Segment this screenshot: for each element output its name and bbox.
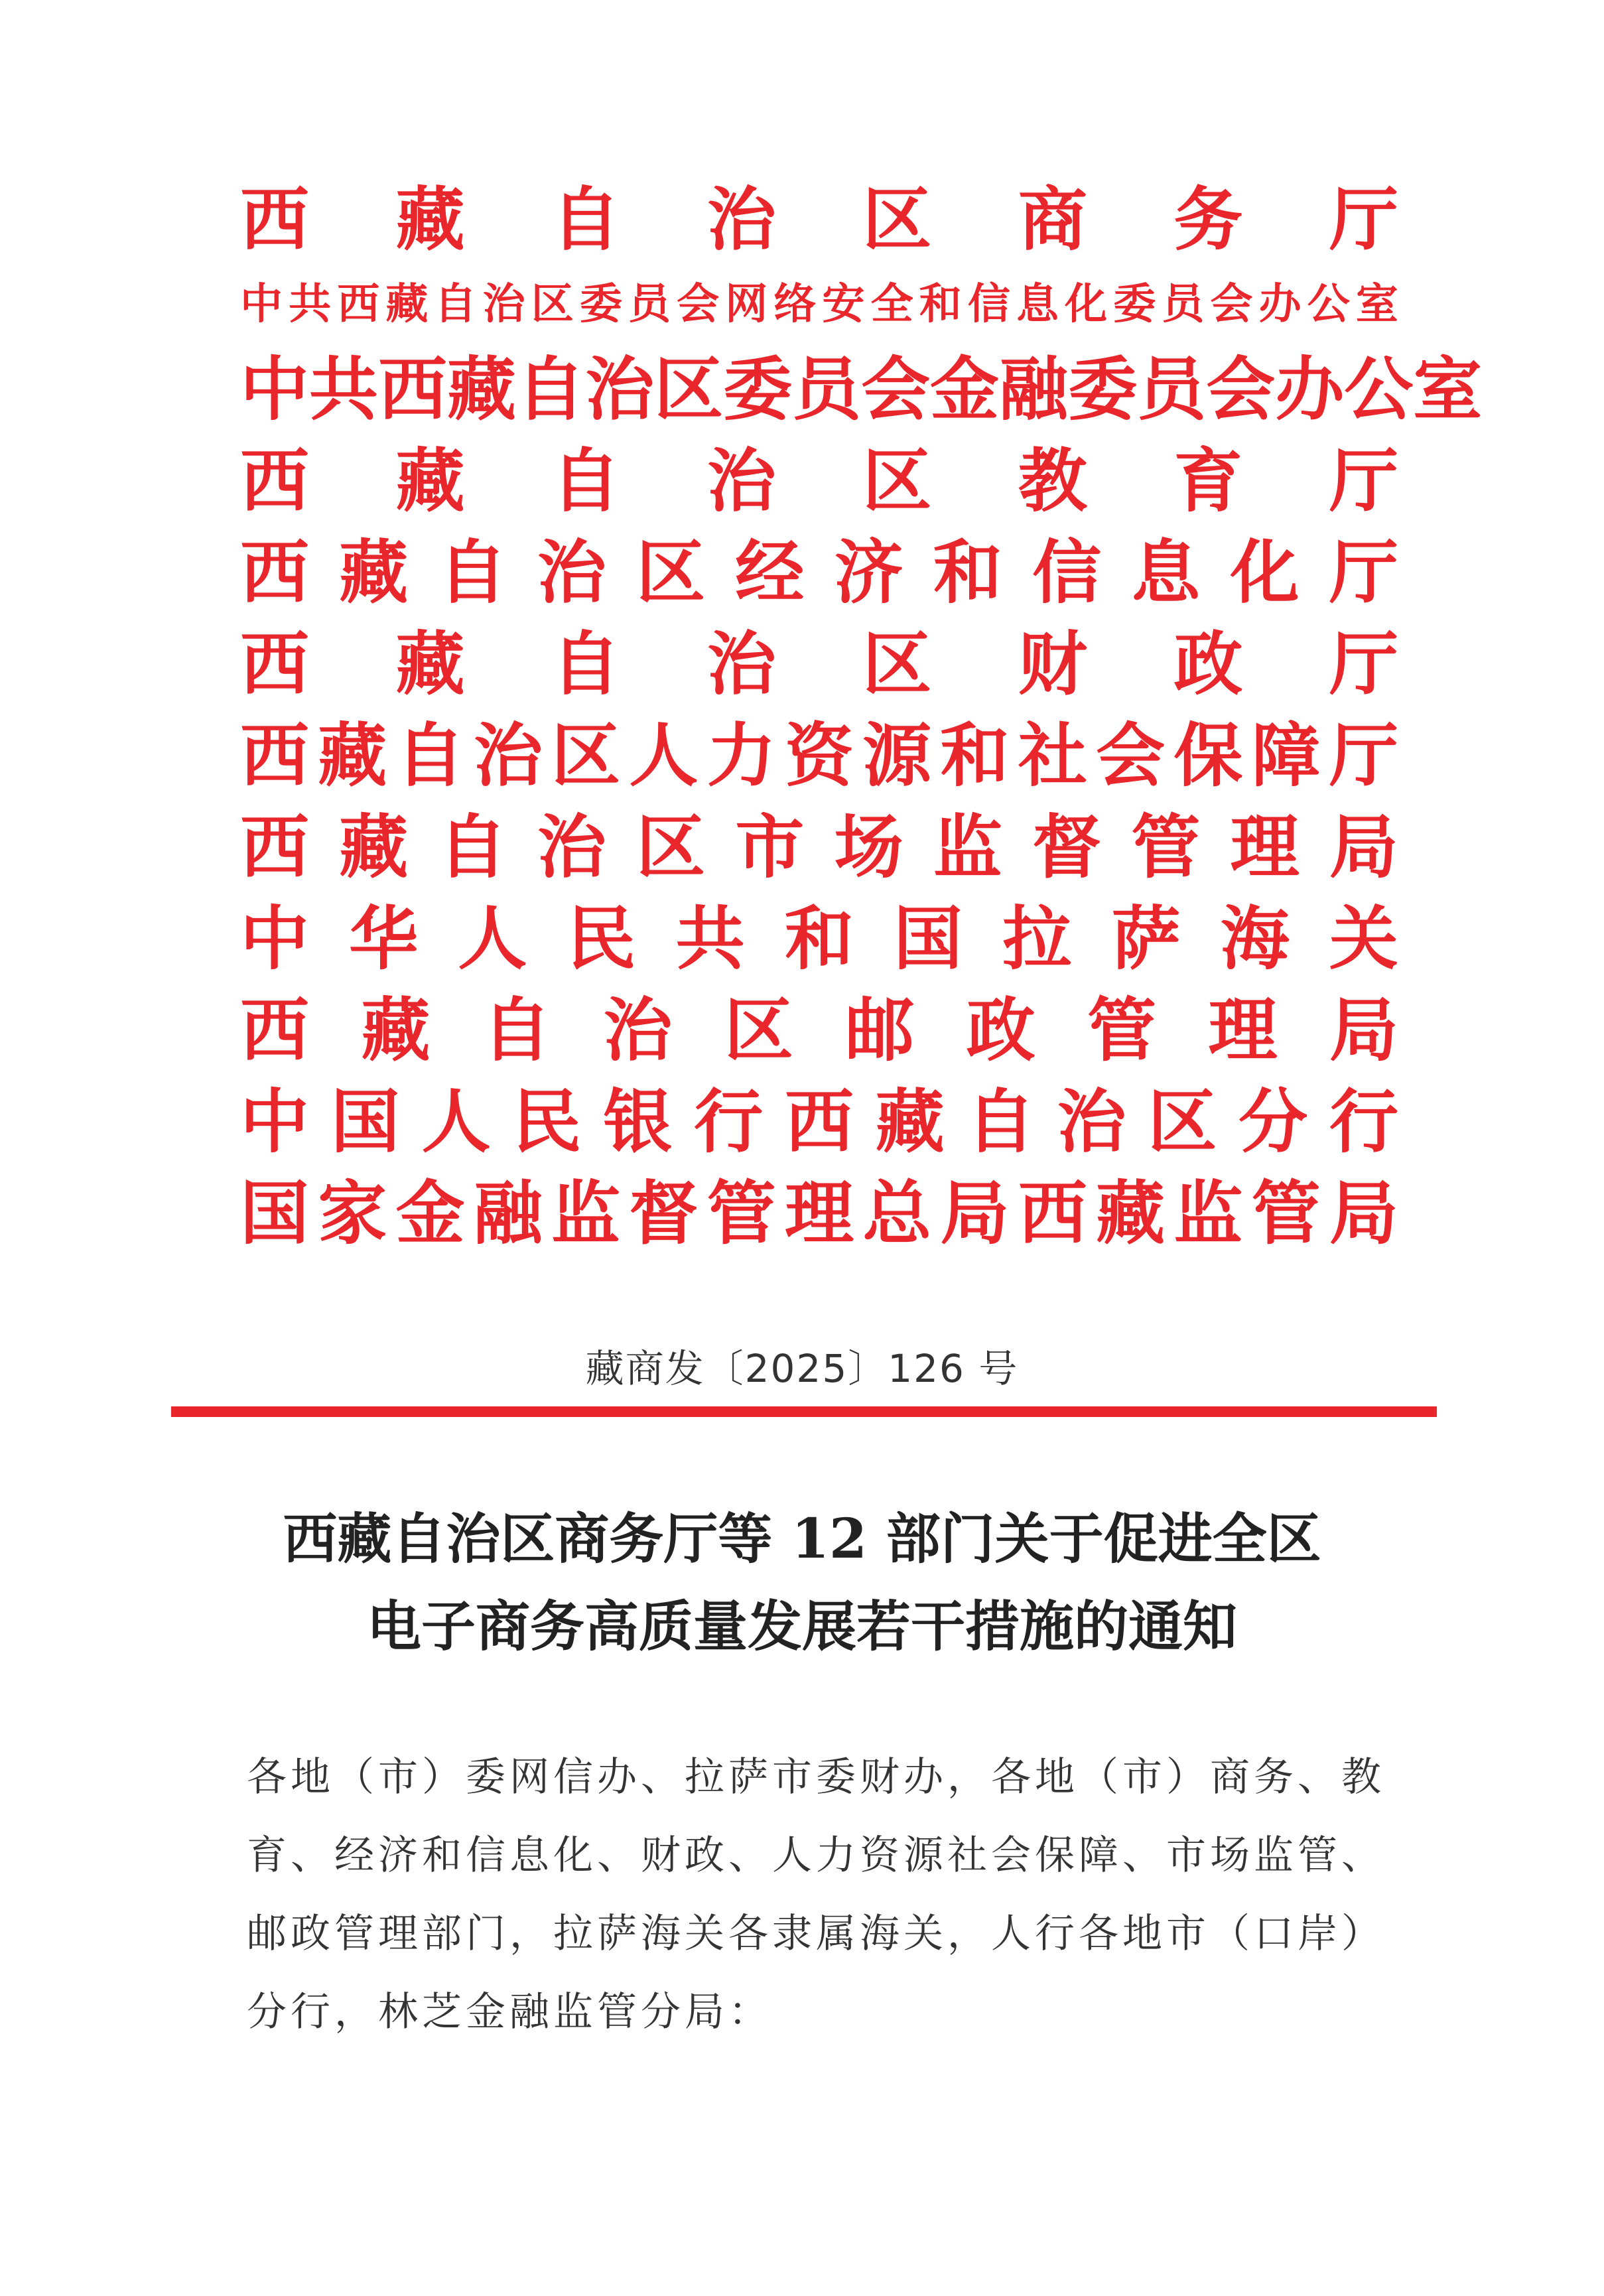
issuer-char: 政 xyxy=(1173,623,1243,705)
issuer-char: 华 xyxy=(349,898,419,979)
issuer-row xyxy=(240,984,1398,1076)
issuer-char: 萨 xyxy=(1111,898,1181,979)
issuer-char: 场 xyxy=(834,806,903,888)
issuer-char: 委 xyxy=(579,279,622,329)
issuer-char: 中 xyxy=(240,1081,310,1162)
issuer-char: 办 xyxy=(1275,348,1345,430)
issuer-char: 藏 xyxy=(1096,1172,1166,1254)
issuer-char: 会 xyxy=(677,279,720,329)
issuer-char: 信 xyxy=(1032,531,1102,613)
issuer-char: 会 xyxy=(1096,714,1166,796)
issuer-char: 和 xyxy=(933,531,1002,613)
issuer-char: 中 xyxy=(240,279,283,329)
issuer-char: 家 xyxy=(318,1172,387,1254)
issuer-char: 理 xyxy=(784,1172,854,1254)
issuer-char: 障 xyxy=(1251,714,1321,796)
issuer-char: 自 xyxy=(395,714,465,796)
issuer-char: 政 xyxy=(966,989,1036,1071)
issuer-char: 督 xyxy=(1032,806,1102,888)
issuer-char: 和 xyxy=(784,898,854,979)
issuer-char: 商 xyxy=(1018,178,1087,260)
issuer-char: 共 xyxy=(309,348,379,430)
issuer-char: 西 xyxy=(378,348,448,430)
issuer-char: 化 xyxy=(1065,279,1108,329)
issuer-char: 藏 xyxy=(395,440,465,521)
issuer-char: 办 xyxy=(1258,279,1302,329)
issuer-char: 西 xyxy=(240,178,310,260)
issuer-char: 市 xyxy=(735,806,805,888)
issuer-char: 区 xyxy=(636,806,706,888)
issuer-char: 自 xyxy=(438,531,507,613)
issuer-char: 治 xyxy=(473,714,543,796)
issuer-char: 治 xyxy=(537,806,606,888)
issuer-char: 济 xyxy=(834,531,903,613)
issuer-char: 区 xyxy=(1148,1081,1217,1162)
issuer-char: 区 xyxy=(551,714,621,796)
issuer-row xyxy=(240,527,1398,618)
issuer-char: 社 xyxy=(1018,714,1087,796)
issuer-char: 区 xyxy=(636,531,706,613)
issuer-char: 关 xyxy=(1329,898,1398,979)
issuer-char: 信 xyxy=(967,279,1010,329)
issuer-row xyxy=(240,618,1398,710)
issuer-char: 监 xyxy=(551,1172,621,1254)
issuer-char: 络 xyxy=(773,279,817,329)
title-line: 电子商务高质量发展若干措施的通知 xyxy=(366,1595,1237,1658)
issuer-char: 理 xyxy=(1230,806,1300,888)
issuer-char: 委 xyxy=(1068,348,1138,430)
issuer-char: 邮 xyxy=(845,989,915,1071)
issuer-char: 管 xyxy=(1251,1172,1321,1254)
issuer-char: 治 xyxy=(706,623,776,705)
issuer-row xyxy=(240,265,1398,344)
issuer-char: 会 xyxy=(1206,348,1276,430)
issuer-char: 局 xyxy=(1329,806,1398,888)
issuer-char: 保 xyxy=(1173,714,1243,796)
issuer-char: 行 xyxy=(1329,1081,1398,1162)
issuer-char: 室 xyxy=(1413,348,1483,430)
issuer-char: 区 xyxy=(862,623,932,705)
issuer-char: 和 xyxy=(919,279,962,329)
issuer-char: 教 xyxy=(1018,440,1087,521)
issuer-char: 自 xyxy=(966,1081,1036,1162)
issuer-char: 和 xyxy=(940,714,1010,796)
issuer-char: 自 xyxy=(551,440,621,521)
issuer-char: 国 xyxy=(330,1081,400,1162)
issuer-char: 区 xyxy=(862,440,932,521)
issuer-char: 西 xyxy=(240,623,310,705)
issuer-char: 自 xyxy=(516,348,586,430)
issuer-char: 区 xyxy=(724,989,793,1071)
issuer-char: 厅 xyxy=(1329,714,1398,796)
issuer-char: 公 xyxy=(1344,348,1414,430)
body-line: 分行，林芝金融监管分局： xyxy=(247,1989,772,2035)
issuer-char: 经 xyxy=(735,531,805,613)
issuer-char: 安 xyxy=(822,279,865,329)
issuer-char: 化 xyxy=(1230,531,1300,613)
issuer-char: 局 xyxy=(1329,1172,1398,1254)
issuer-char: 人 xyxy=(421,1081,491,1162)
issuer-row xyxy=(240,344,1483,435)
issuer-char: 治 xyxy=(482,279,525,329)
issuer-char: 全 xyxy=(870,279,913,329)
issuer-char: 自 xyxy=(551,178,621,260)
issuer-row xyxy=(240,1168,1398,1259)
issuer-char: 治 xyxy=(706,178,776,260)
issuer-char: 公 xyxy=(1307,279,1350,329)
issuer-char: 员 xyxy=(1162,279,1205,329)
issuer-char: 藏 xyxy=(339,806,409,888)
issuer-char: 源 xyxy=(862,714,932,796)
issuer-char: 管 xyxy=(1087,989,1157,1071)
issuer-char: 财 xyxy=(1018,623,1087,705)
issuer-char: 藏 xyxy=(395,623,465,705)
issuer-char: 海 xyxy=(1220,898,1290,979)
issuer-char: 藏 xyxy=(395,178,465,260)
issuer-char: 厅 xyxy=(1329,440,1398,521)
issuer-char: 银 xyxy=(603,1081,673,1162)
issuer-char: 人 xyxy=(458,898,527,979)
issuer-char: 治 xyxy=(706,440,776,521)
issuer-char: 资 xyxy=(784,714,854,796)
document-number: 藏商发〔2025〕126 号 xyxy=(585,1346,1019,1391)
issuer-char: 拉 xyxy=(1002,898,1072,979)
issuer-char: 融 xyxy=(999,348,1069,430)
issuer-char: 藏 xyxy=(361,989,431,1071)
issuer-char: 监 xyxy=(933,806,1002,888)
issuer-char: 金 xyxy=(395,1172,465,1254)
issuer-char: 监 xyxy=(1173,1172,1243,1254)
issuer-char: 中 xyxy=(240,348,310,430)
issuer-char: 西 xyxy=(240,806,310,888)
issuer-char: 自 xyxy=(438,806,507,888)
issuer-char: 区 xyxy=(862,178,932,260)
document-title xyxy=(166,1495,1438,1670)
issuer-char: 藏 xyxy=(318,714,387,796)
issuer-char: 督 xyxy=(629,1172,699,1254)
body-line: 育、经济和信息化、财政、人力资源社会保障、市场监管、 xyxy=(247,1832,1385,1879)
issuer-char: 理 xyxy=(1208,989,1278,1071)
issuer-char: 委 xyxy=(1113,279,1156,329)
issuer-char: 区 xyxy=(531,279,574,329)
issuer-char: 藏 xyxy=(875,1081,945,1162)
issuer-char: 民 xyxy=(512,1081,582,1162)
issuer-char: 西 xyxy=(337,279,380,329)
issuer-char: 网 xyxy=(725,279,768,329)
issuer-char: 会 xyxy=(1210,279,1253,329)
issuer-char: 息 xyxy=(1016,279,1059,329)
issuer-char: 员 xyxy=(628,279,671,329)
issuer-char: 务 xyxy=(1173,178,1243,260)
issuer-char: 藏 xyxy=(447,348,517,430)
issuer-char: 总 xyxy=(862,1172,932,1254)
issuer-char: 人 xyxy=(629,714,699,796)
title-line: 西藏自治区商务厅等 12 部门关于促进全区 xyxy=(283,1507,1321,1571)
issuer-row xyxy=(240,435,1398,527)
issuer-char: 西 xyxy=(240,989,310,1071)
issuer-char: 治 xyxy=(537,531,606,613)
issuer-char: 共 xyxy=(289,279,332,329)
body-line: 邮政管理部门，拉萨海关各隶属海关，人行各地市（口岸） xyxy=(247,1911,1385,1957)
issuer-char: 金 xyxy=(930,348,1000,430)
issuer-char: 息 xyxy=(1131,531,1201,613)
issuer-char: 行 xyxy=(694,1081,764,1162)
issuer-char: 厅 xyxy=(1329,178,1398,260)
issuer-row xyxy=(240,710,1398,801)
issuer-char: 治 xyxy=(1057,1081,1126,1162)
issuer-list xyxy=(240,174,1483,1259)
issuer-char: 中 xyxy=(240,898,310,979)
issuer-row xyxy=(240,174,1398,265)
issuer-char: 融 xyxy=(473,1172,543,1254)
issuer-row xyxy=(240,801,1398,893)
red-divider-line xyxy=(171,1406,1437,1417)
issuer-char: 治 xyxy=(603,989,673,1071)
issuer-char: 厅 xyxy=(1329,623,1398,705)
issuer-char: 西 xyxy=(240,714,310,796)
issuer-char: 局 xyxy=(940,1172,1010,1254)
issuer-char: 自 xyxy=(482,989,551,1071)
body-line: 各地（市）委网信办、拉萨市委财办，各地（市）商务、教 xyxy=(247,1754,1385,1800)
issuer-char: 藏 xyxy=(385,279,429,329)
issuer-char: 局 xyxy=(1329,989,1398,1071)
addressee-paragraph xyxy=(247,1738,1401,2051)
issuer-char: 员 xyxy=(792,348,862,430)
issuer-char: 会 xyxy=(861,348,931,430)
issuer-char: 室 xyxy=(1355,279,1398,329)
issuer-char: 西 xyxy=(240,531,310,613)
issuer-char: 力 xyxy=(706,714,776,796)
issuer-char: 西 xyxy=(1018,1172,1087,1254)
issuer-char: 民 xyxy=(567,898,636,979)
issuer-row xyxy=(240,893,1398,984)
issuer-char: 区 xyxy=(654,348,724,430)
issuer-char: 员 xyxy=(1137,348,1207,430)
issuer-char: 分 xyxy=(1238,1081,1308,1162)
issuer-char: 共 xyxy=(675,898,745,979)
issuer-char: 自 xyxy=(551,623,621,705)
issuer-char: 西 xyxy=(784,1081,854,1162)
issuer-char: 国 xyxy=(240,1172,310,1254)
issuer-char: 国 xyxy=(894,898,963,979)
issuer-char: 育 xyxy=(1173,440,1243,521)
issuer-char: 藏 xyxy=(339,531,409,613)
issuer-row xyxy=(240,1076,1398,1168)
issuer-char: 管 xyxy=(1131,806,1201,888)
issuer-char: 委 xyxy=(723,348,793,430)
issuer-char: 西 xyxy=(240,440,310,521)
issuer-char: 自 xyxy=(434,279,477,329)
issuer-char: 厅 xyxy=(1329,531,1398,613)
issuer-char: 治 xyxy=(585,348,655,430)
issuer-char: 管 xyxy=(706,1172,776,1254)
